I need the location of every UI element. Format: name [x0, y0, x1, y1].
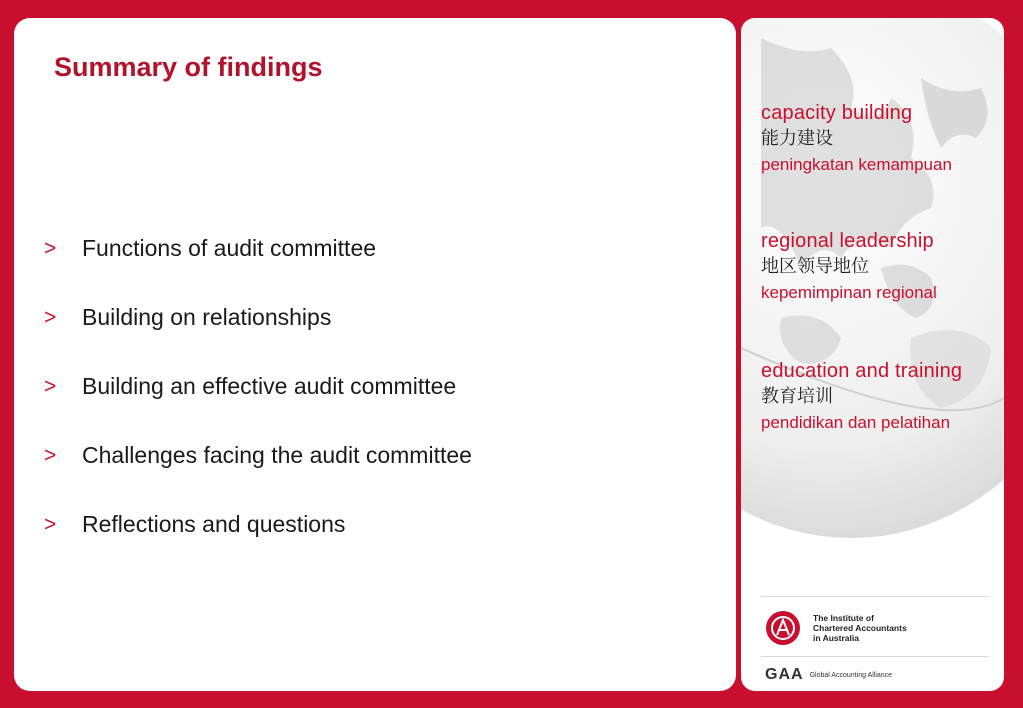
content-panel — [14, 18, 736, 691]
bullet-item — [44, 421, 472, 490]
bullet-item — [44, 283, 472, 352]
bullet-text: Reflections and questions — [82, 511, 346, 537]
gaa-mark: GAA — [765, 666, 804, 683]
tagline-regional-leadership: regional leadership 地区领导地位 kepemimpinan regional — [761, 230, 937, 302]
bullet-item — [44, 214, 472, 283]
institute-seal-icon — [765, 610, 801, 646]
gaa-logo: GAA Global Accounting Alliance — [765, 666, 893, 683]
bullet-text: Functions of audit committee — [82, 235, 377, 261]
sidebar-panel — [741, 18, 1004, 691]
chevron-right-icon: > — [44, 236, 57, 260]
institute-logo: The Institute of Chartered Accountants in Australia — [765, 610, 907, 646]
bullet-text: Building an effective audit committee — [82, 373, 457, 399]
bullet-list — [44, 214, 472, 559]
tagline-education-training: education and training 教育培训 pendidikan dan pelatihan — [761, 360, 963, 432]
bullet-item — [44, 352, 472, 421]
bullet-text: Challenges facing the audit committee — [82, 442, 472, 468]
chevron-right-icon: > — [44, 443, 57, 467]
chevron-right-icon: > — [44, 512, 57, 536]
bullet-text: Building on relationships — [82, 304, 332, 330]
divider — [761, 596, 989, 597]
divider — [761, 656, 989, 657]
slide-title: Summary of findings — [54, 52, 323, 82]
tagline-capacity-building: capacity building 能力建设 peningkatan kemampuan — [761, 102, 952, 174]
bullet-item — [44, 490, 472, 559]
chevron-right-icon: > — [44, 305, 57, 329]
chevron-right-icon: > — [44, 374, 57, 398]
